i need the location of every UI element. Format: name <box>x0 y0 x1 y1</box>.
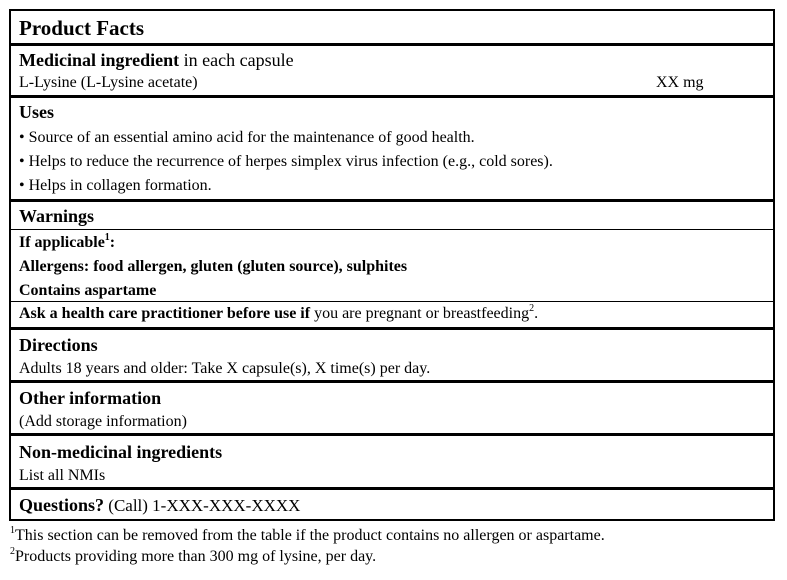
uses-item: • Source of an essential amino acid for the maintenance of good health. <box>19 129 475 146</box>
footnote-marker: 1 <box>10 525 15 536</box>
other-information-text: (Add storage information) <box>19 413 187 430</box>
footnote <box>10 547 376 567</box>
questions-phone: (Call) 1-XXX-XXX-XXXX <box>104 496 301 515</box>
if-applicable-label: If applicable <box>19 234 105 251</box>
footnote-marker: 2 <box>10 546 15 557</box>
directions-heading: Directions <box>19 335 98 355</box>
product-facts-table <box>9 9 775 521</box>
footnote-text: This section can be removed from the table if the product contains no allergen or aspartame. <box>15 527 605 544</box>
footnote-ref: 1 <box>104 232 110 243</box>
uses-heading: Uses <box>19 102 54 122</box>
non-medicinal-section <box>11 436 773 490</box>
warnings-heading: Warnings <box>19 206 95 226</box>
ask-practitioner-section <box>11 302 773 330</box>
footnote-text: Products providing more than 300 mg of lysine, per day. <box>15 548 377 565</box>
table-title: Product Facts <box>19 16 145 40</box>
medicinal-heading-suffix: in each capsule <box>179 50 294 70</box>
ingredient-row <box>19 73 765 93</box>
non-medicinal-heading: Non-medicinal ingredients <box>19 442 223 462</box>
aspartame-line: Contains aspartame <box>19 282 157 299</box>
questions-line <box>19 494 765 517</box>
medicinal-heading <box>19 49 765 72</box>
medicinal-ingredient-section <box>11 46 773 98</box>
if-applicable-colon: : <box>109 234 116 251</box>
allergen-section <box>11 230 773 302</box>
uses-item: • Helps to reduce the recurrence of herpes simplex virus infection (e.g., cold sores). <box>19 153 553 170</box>
uses-section <box>11 98 773 202</box>
ingredient-amount: XX mg <box>656 74 704 91</box>
ask-practitioner-line <box>19 304 765 324</box>
ingredient-name: L-Lysine (L-Lysine acetate) <box>19 74 198 91</box>
directions-text: Adults 18 years and older: Take X capsule(s), X time(s) per day. <box>19 360 431 377</box>
directions-section <box>11 330 773 383</box>
uses-item: • Helps in collagen formation. <box>19 177 212 194</box>
if-applicable-line <box>19 233 765 253</box>
allergens-line: Allergens: food allergen, gluten (gluten source), sulphites <box>19 258 408 275</box>
warnings-heading-section <box>11 202 773 230</box>
questions-label: Questions? <box>19 495 105 515</box>
other-information-heading: Other information <box>19 388 162 408</box>
non-medicinal-text: List all NMIs <box>19 467 106 484</box>
ask-practitioner-end: . <box>534 305 539 322</box>
medicinal-heading-label: Medicinal ingredient <box>19 50 180 70</box>
questions-section <box>11 490 773 519</box>
footnote <box>10 526 605 546</box>
title-section <box>11 11 773 46</box>
other-information-section <box>11 383 773 436</box>
ask-practitioner-rest: you are pregnant or breastfeeding <box>310 305 530 322</box>
ask-practitioner-bold: Ask a health care practitioner before use if <box>19 305 311 322</box>
footnote-ref: 2 <box>529 303 535 314</box>
